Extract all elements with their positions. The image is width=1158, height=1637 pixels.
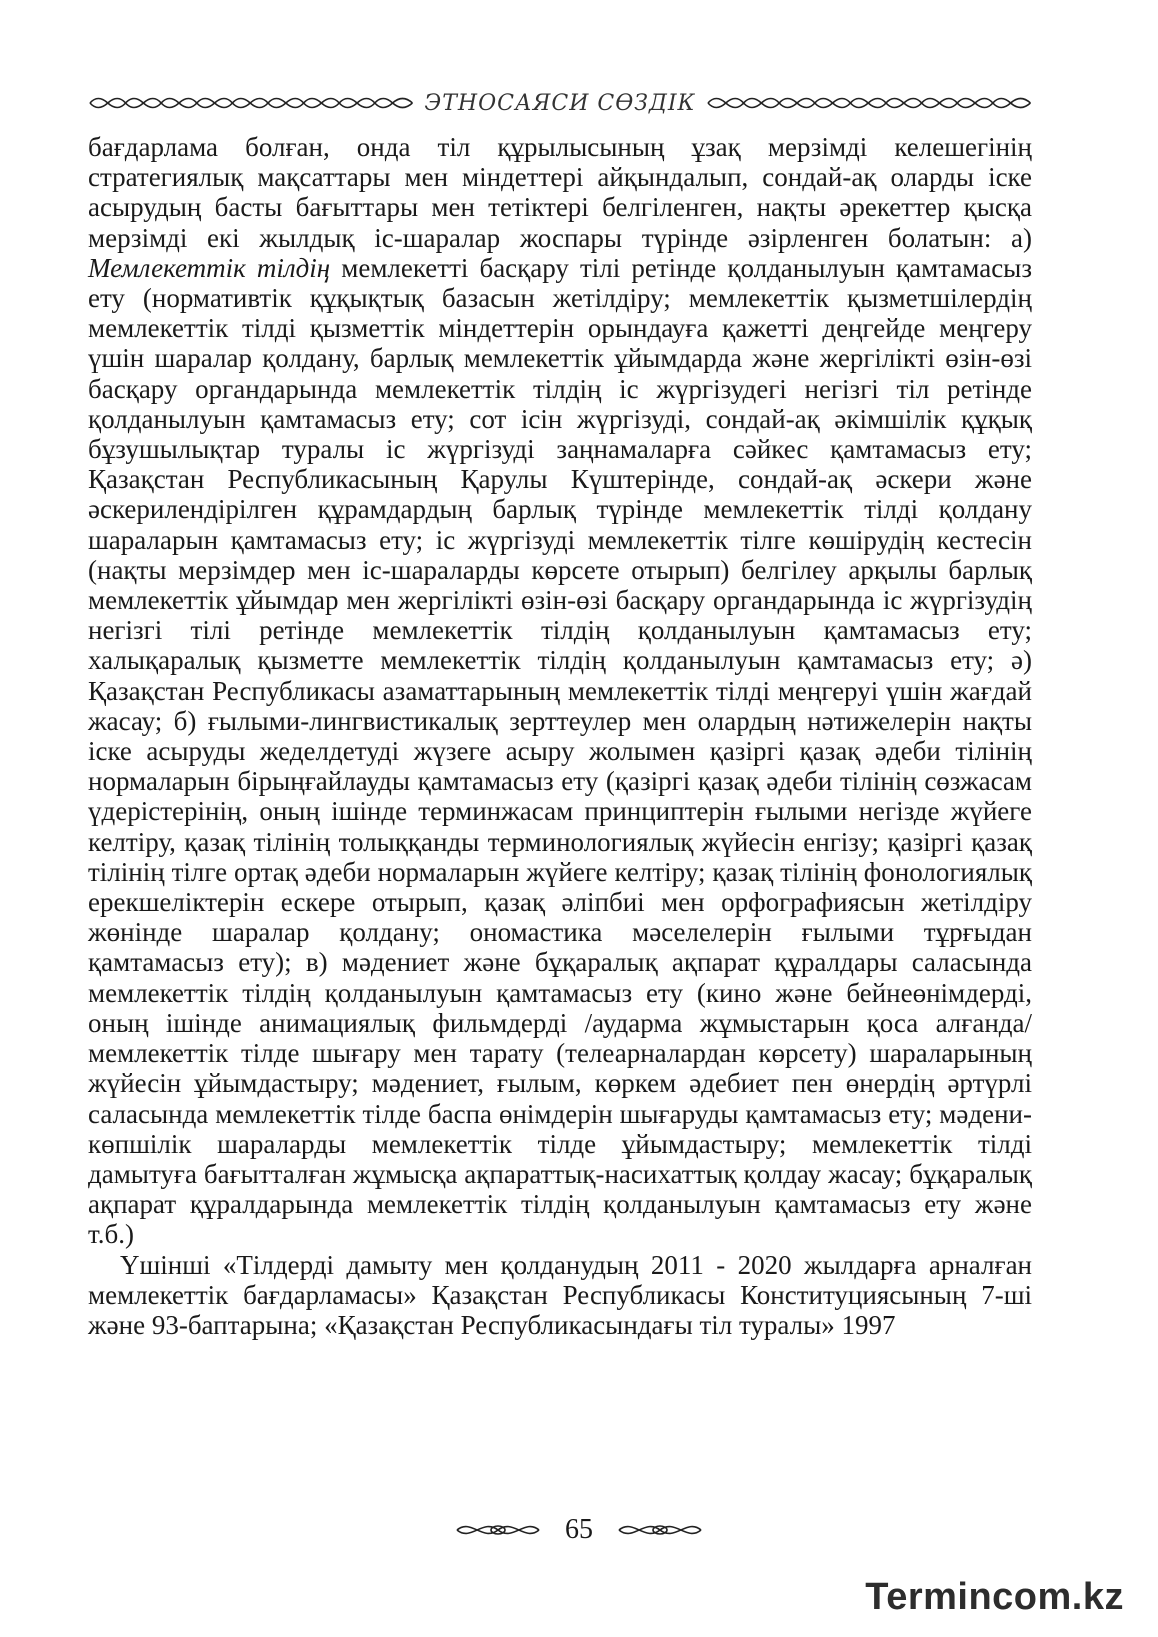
paragraph-1-text-b: мемлекетті басқару тілі ретінде қолданылуын қамтамасыз ету (нормативтік құқықтық базасын жетілдіру; мемлекеттік қызметшілердің мемлекеттік тілді қызметтік міндеттерін орындауға қажетті деңгейде меңгеру үшін шаралар қолдану, барлық мемлекеттік ұйымдарда және жергілікті өзін-өзі басқару органдарында мемлекеттік тілдің іс жүргізудегі негізгі тіл ретінде қолданылуын қамтамасыз ету; сот ісін жүргізуді, сондай-ақ әкімшілік құқық бұзушылықтар туралы іс жүргізуді заңнамаларға сәйкес қамтамасыз ету; Қазақстан Республикасының Қарулы Күштерінде, сондай-ақ әскери және әскерилендірілген құрамдардың барлық түрінде мемлекеттік тілді қолдану шараларын қамтамасыз ету; іс жүргізуді мемлекеттік тілге көшірудің кестесін (нақты мерзімдер мен іс-шараларды көрсете отырып) белгілеу арқылы барлық мемлекеттік ұйымдар мен жергілікті өзін-өзі басқару органдарында іс жүргізудің негізгі тілі ретінде мемлекеттік тілдің қолданылуын қамтамасыз ету; халықаралық қызметте мемлекеттік тілдің қолданылуын қамтамасыз ету; ә) Қазақстан Республикасы азаматтарының мемлекеттік тілді меңгеруі үшін жағдай жасау; б) ғылыми-лингвистикалық зерттеулер мен олардың нәтижелерін нақты іске асыруды жеделдетуді жүзеге асыру жолымен қазіргі қазақ әдеби тілінің нормаларын бірыңғайлауды қамтамасыз ету (қазіргі қазақ әдеби тілінің сөзжасам үдерістерінің, оның ішінде терминжасам принциптерін ғылыми негізде жүйеге келтіру, қазақ тілінің толыққанды терминологиялық жүйесін енгізу; қазіргі қазақ тілінің тілге ортақ әдеби нормаларын жүйеге келтіру; қазақ тілінің фонологиялық ерекшеліктерін ескере отырып, қазақ әліпбиі мен орфографиясын жетілдіру жөнінде шаралар қолдану; ономастика мәселелерін ғылыми тұрғыдан қамтамасыз ету); в) мәдениет және бұқаралық ақпарат құралдары саласында мемлекеттік тілдің қолданылуын қамтамасыз ету (кино және бейнеөнімдерді, оның ішінде анимациялық фильмдерді /аудармa жұмыстарын қоса алғанда/ мемлекеттік тілде шығару мен тарату (телеарналардан көрсету) шараларының жүйесін ұйымдастыру; мәдениет, ғылым, көркем әдебиет пен өнердің әртүрлі саласында мемлекеттік тілде баспа өнімдерін шығаруды қамтамасыз ету; мәдени-көпшілік шараларды мемлекеттік тілде ұйымдастыру; мемлекеттік тілді дамытуға бағытталған жұмысқа ақпараттық-насихаттық қолдау жасау; бұқаралық ақпарат құралдарында мемлекеттік тілдің қолданылуын қамтамасыз ету және т.б.) (88, 252, 1032, 1250)
page-body (88, 132, 1032, 1340)
watermark-text: Termincom.kz (865, 1576, 1124, 1618)
paragraph-1-italic: Мемлекеттік тілдің (88, 252, 331, 283)
paragraph-1-text-a: бағдарлама болған, онда тіл құрылысының ұзақ мерзімді келешегінің стратегиялық мақсаттары мен міндеттері айқындалып, сондай-ақ оларды іске асырудың басты бағыттары мен тетіктері белгіленген, нақты әрекеттер қысқа мерзімді екі жылдық іс-шаралар жоспары түрінде әзірленген болатын: а) (88, 132, 1032, 253)
paragraph-1 (88, 132, 1032, 1250)
page-number: 65 (565, 1514, 593, 1545)
watermark (865, 1559, 1124, 1619)
footer-ornament-left-icon (453, 1518, 543, 1542)
ornament-left-icon (88, 92, 414, 114)
footer-ornament-right-icon (615, 1518, 705, 1542)
paragraph-2: Үшінші «Тілдерді дамыту мен қолданудың 2011 - 2020 жылдарға арналған мемлекеттік бағдарламасы» Қазақстан Республикасы Конституциясының 7-ші және 93-баптарына; «Қазақстан Республикасындағы тіл туралы» 1997 (88, 1249, 1032, 1340)
ornament-right-icon (706, 92, 1032, 114)
running-head (88, 88, 1032, 118)
running-head-title: ЭТНОСАЯСИ СӨЗДІК (424, 90, 696, 116)
page-footer (0, 1515, 1158, 1545)
